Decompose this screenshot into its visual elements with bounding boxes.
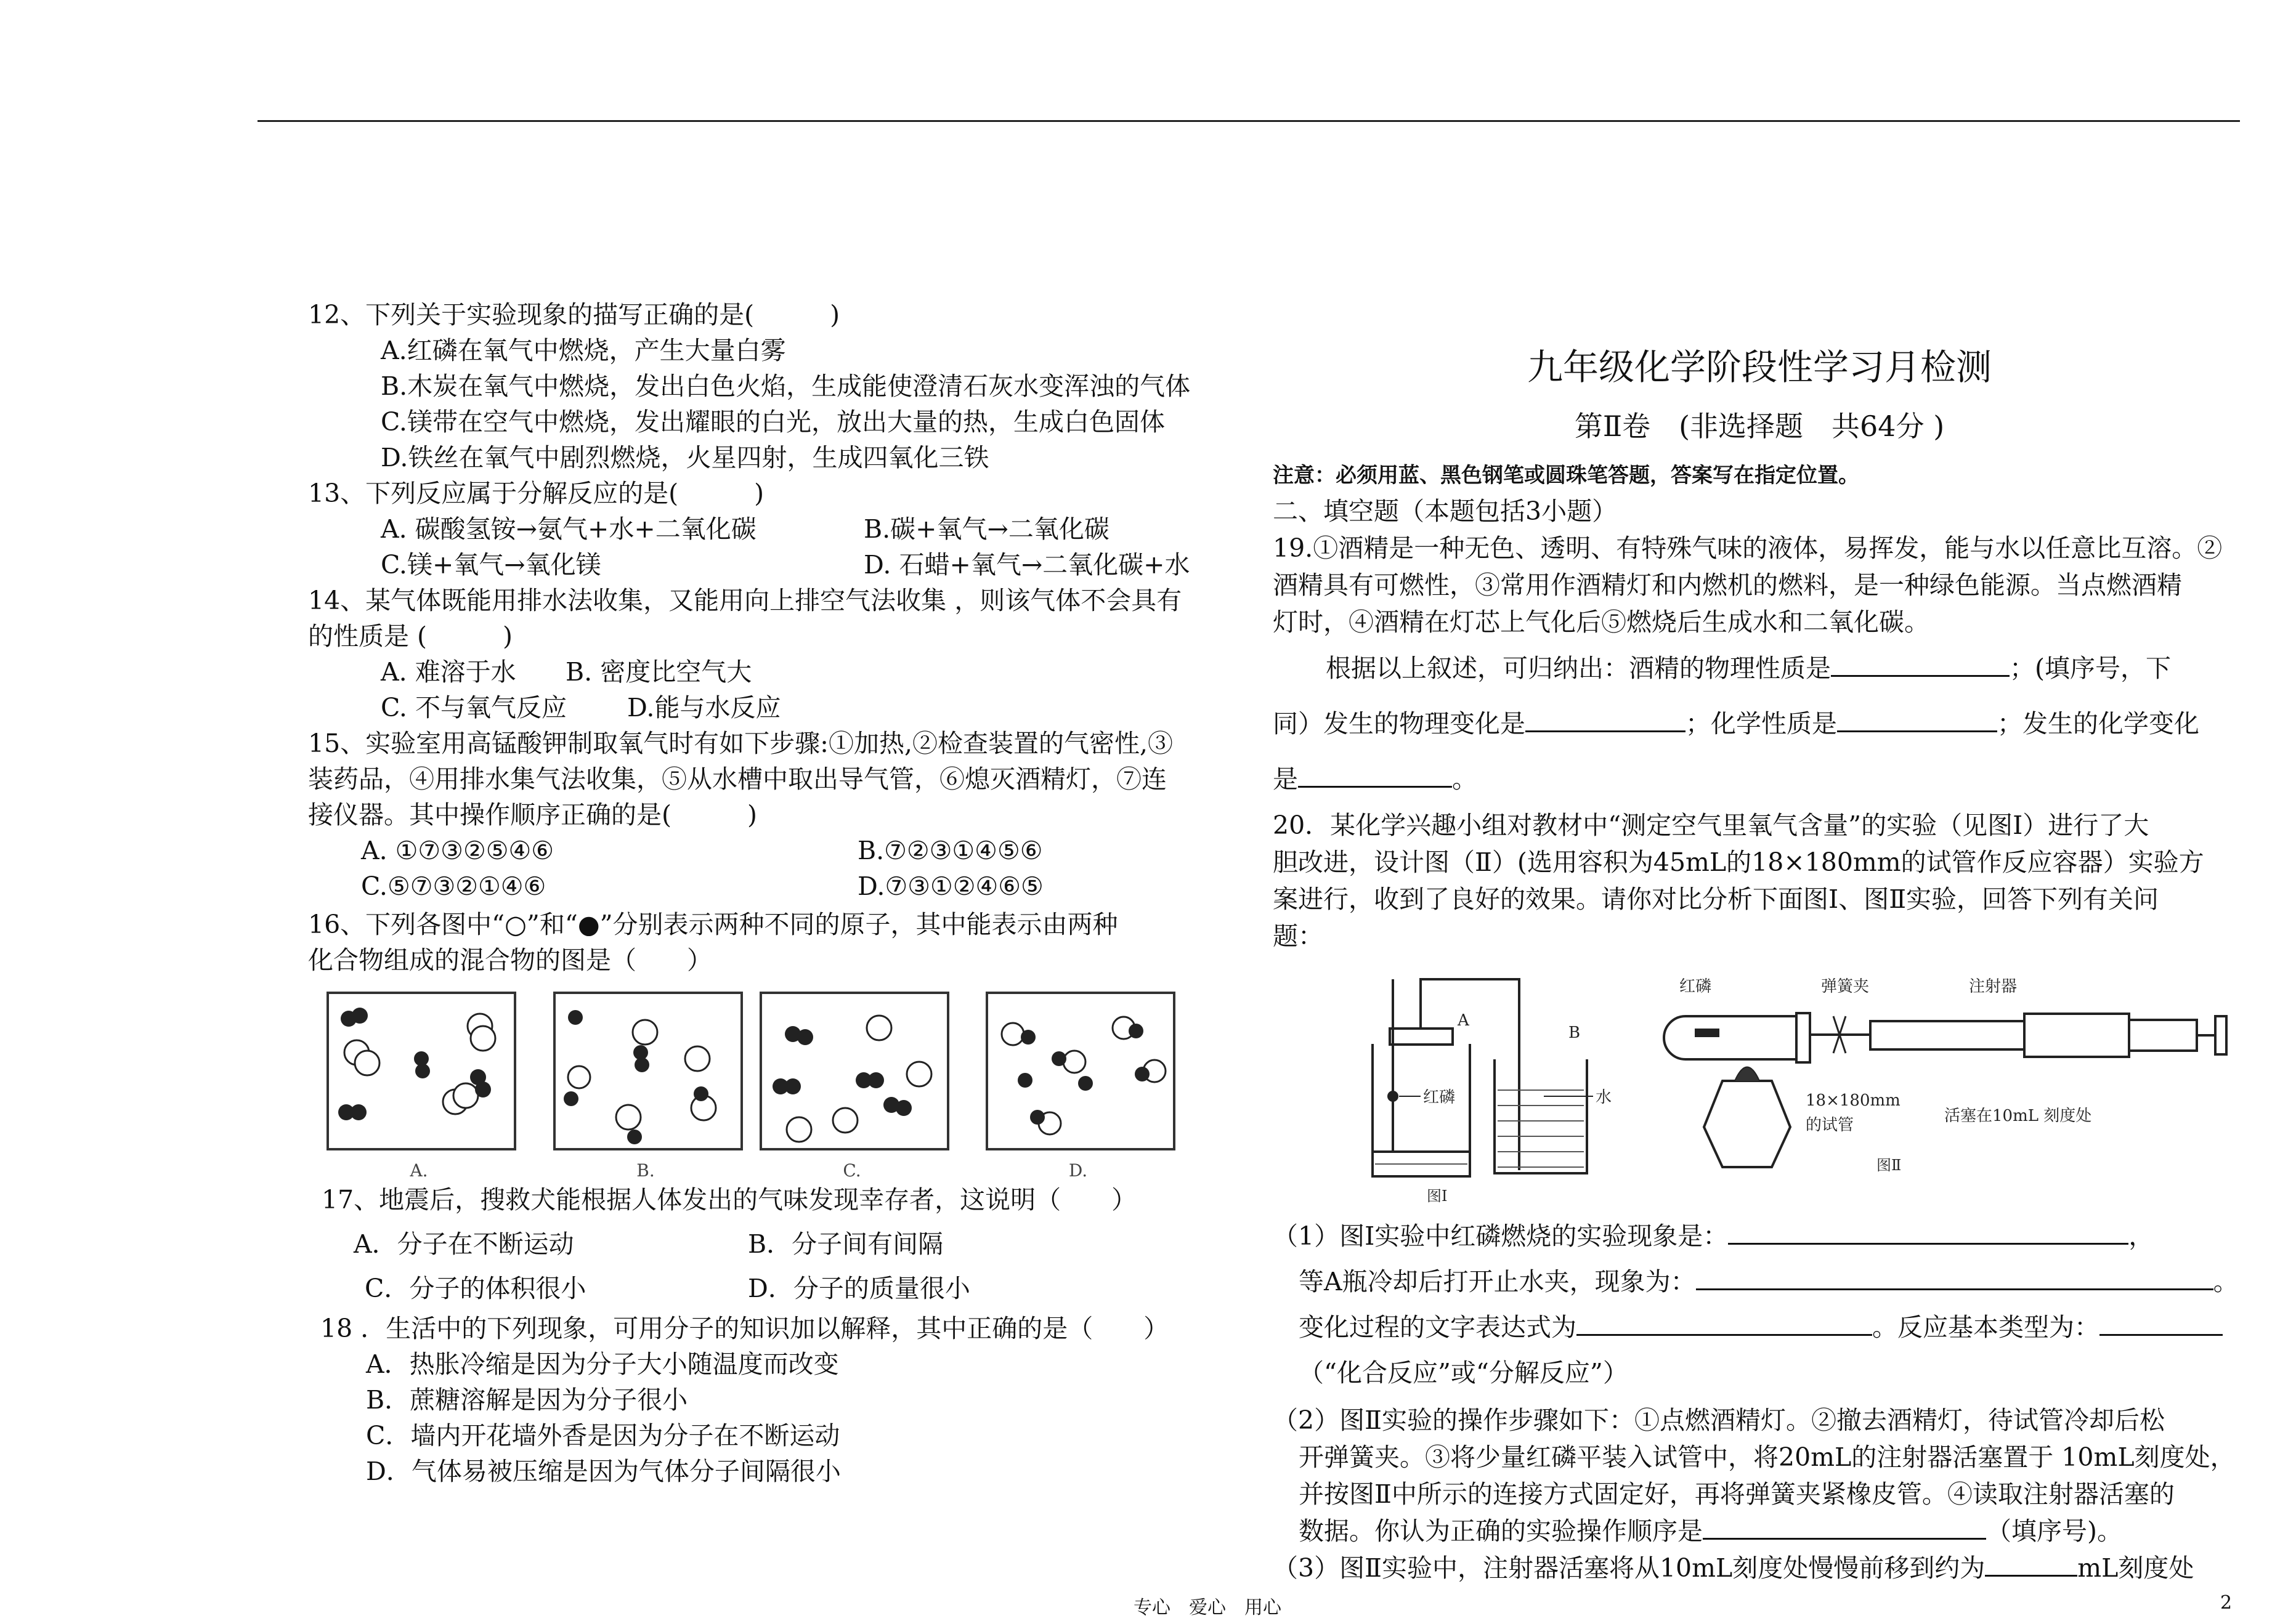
p1-open-clamp-label: 等A瓶冷却后打开止水夹，现象为： [1299,1267,1696,1296]
q16-box-a [327,992,516,1150]
q14-row1 [308,654,1269,690]
p1-word-equation-label: 变化过程的文字表达式为 [1299,1312,1576,1342]
q17-option-c: C．分子的体积很小 [365,1274,586,1303]
p3-line-1 [1273,1550,2246,1587]
fig2-label-phosphorus: 红磷 [1679,977,1712,996]
answer-note: 注意：必须用蓝、黑色钢笔或圆珠笔答题，答案写在指定位置。 [1273,463,1859,488]
q16-label-c: C. [843,1160,861,1181]
q14-stem-1: 14、某气体既能用排水法收集，又能用向上排空气法收集 ，则该气体不会具有 [308,586,1182,615]
q19-line-2: 酒精具有可燃性，③常用作酒精灯和内燃机的燃料，是一种绿色能源。当点燃酒精 [1273,570,2182,600]
p2-fill-note: （填序号)。 [1986,1516,2122,1546]
p1-reaction-type-blank[interactable] [2099,1309,2223,1336]
q16-molecules-a [329,994,514,1148]
q14-option-c: C. 不与氧气反应 [381,693,567,722]
q12-option-c: C.镁带在空气中燃烧，发出耀眼的白光，放出大量的热，生成白色固体 [381,407,1165,437]
q14-option-d: D.能与水反应 [627,693,781,722]
p1-line-4: （“化合反应”或“分解反应”） [1299,1358,1628,1388]
fig2-label-tube-size: 18×180mm [1806,1091,1900,1110]
q18-option-b: B．蔗糖溶解是因为分子很小 [366,1385,688,1415]
q15-row2 [308,868,1269,904]
q15-option-d: D.⑦③①②④⑥⑤ [858,871,1044,901]
q15-option-c: C.⑤⑦③②①④⑥ [361,871,546,901]
q15-row1 [308,833,1269,868]
q14-option-a: A. 难溶于水 [381,657,516,687]
q16-figure [308,992,1269,1181]
p1-reaction-type-label: 。反应基本类型为： [1872,1312,2099,1342]
fig2-label-tube: 的试管 [1806,1116,1854,1134]
q16-label-a: A. [410,1160,428,1181]
q15-stem-1: 15、实验室用高锰酸钾制取氧气时有如下步骤:①加热,②检查装置的气密性,③ [308,729,1174,758]
q13-option-a: A. 碳酸氢铵→氨气+水+二氧化碳 [381,514,757,544]
q19-chemical-property-blank[interactable] [1837,706,1997,732]
p2-order-label: 数据。你认为正确的实验操作顺序是 [1299,1516,1703,1546]
q16-stem-1: 16、下列各图中“○”和“●”分别表示两种不同的原子，其中能表示由两种 [308,910,1118,939]
p3-piston-blank[interactable] [1985,1550,2077,1577]
right-column [1273,342,2246,1587]
lamp-flame [1735,1067,1759,1081]
q13-option-d: D. 石蜡+氧气→二氧化碳+水 [864,550,1190,580]
q12-option-d: D.铁丝在氧气中剧烈燃烧，火星四射，生成四氧化三铁 [381,443,989,472]
p3-unit-label: mL刻度处 [2077,1553,2194,1583]
q17-option-d: D．分子的质量很小 [748,1274,970,1303]
q19-is-label: 是 [1273,764,1298,794]
section-subtitle: 第Ⅱ卷 (非选择题 共64分 ) [1574,410,1945,443]
q19-line-4 [1273,641,2246,696]
q12-stem: 12、下列关于实验现象的描写正确的是( ) [308,300,840,329]
q17-row2 [322,1266,1269,1311]
red-phosphorus-fig2 [1695,1029,1719,1037]
fig1-label-phosphorus: 红磷 [1423,1088,1456,1107]
q19-period: 。 [1452,764,1477,794]
q19-chemical-change-blank[interactable] [1298,761,1452,788]
q16-molecules-c [762,994,947,1148]
q19-physical-change-blank[interactable] [1525,706,1685,732]
footer-slogan: 专心 爱心 用心 [1134,1597,1281,1619]
p2-line-1: （2）图Ⅱ实验的操作步骤如下：①点燃酒精灯。②撤去酒精灯，待试管冷却后松 [1273,1405,2165,1435]
red-phosphorus-spoon [1387,1091,1398,1102]
fig2-label-clip: 弹簧夹 [1821,977,1870,996]
q19-physical-property-blank[interactable] [1831,650,2010,677]
q19-line-1: 19.①酒精是一种无色、透明、有特殊气味的液体，易挥发，能与水以任意比互溶。② [1273,533,2223,563]
q18-option-a: A．热胀冷缩是因为分子大小随温度而改变 [366,1349,839,1379]
q15-option-a: A. ①⑦③②⑤④⑥ [361,836,554,865]
q13-option-b: B.碳+氧气→二氧化碳 [864,514,1109,544]
p1-comma: ， [2128,1221,2154,1251]
p2-line-3: 并按图Ⅱ中所示的连接方式固定好，再将弹簧夹紧橡皮管。④读取注射器活塞的 [1299,1479,2175,1509]
p2-order-blank[interactable] [1703,1513,1986,1540]
p1-phenomenon-label: （1）图Ⅰ实验中红磷燃烧的实验现象是： [1273,1221,1729,1251]
q18-option-d: D．气体易被压缩是因为气体分子间隔很小 [366,1457,841,1486]
q16-box-d [986,992,1175,1150]
p1-word-equation-blank[interactable] [1576,1309,1872,1336]
q20-line-4: 题： [1273,921,1323,951]
fig2-label-syringe: 注射器 [1969,977,2018,996]
q19-line-3: 灯时，④酒精在灯芯上气化后⑤燃烧后生成水和二氧化碳。 [1273,607,1929,637]
q17-stem: 17、地震后，搜救犬能根据人体发出的气味发现幸存者，这说明（ ） [322,1185,1137,1215]
q19-physical-property-label: 根据以上叙述，可归纳出：酒精的物理性质是 [1326,653,1831,683]
fig2-caption: 图Ⅱ [1876,1157,1902,1174]
fig2-label-piston: 活塞在10mL 刻度处 [1944,1107,2092,1125]
q20-line-2: 胆改进，设计图（Ⅱ）(选用容积为45mL的18×180mm的试管作反应容器）实验方 [1273,847,2204,877]
q16-label-d: D. [1068,1160,1088,1181]
q13-row2 [308,547,1269,583]
q19-note-label: ；(填序号，下 [2010,653,2171,683]
fig1-caption: 图Ⅰ [1427,1187,1448,1205]
fig1-label-water: 水 [1596,1088,1612,1107]
q14-option-b: B. 密度比空气大 [566,657,752,687]
q12-option-a: A.红磷在氧气中燃烧，产生大量白雾 [381,336,786,365]
q16-box-b [553,992,743,1150]
q18-stem: 18 ．生活中的下列现象，可用分子的知识加以解释，其中正确的是（ ） [320,1314,1169,1343]
p2-line-2: 开弹簧夹。③将少量红磷平装入试管中，将20mL的注射器活塞置于 10mL刻度处， [1299,1442,2236,1472]
fig1-label-a: A [1458,1011,1469,1030]
q13-row1 [308,511,1269,547]
q16-molecules-b [556,994,740,1148]
q14-row2 [308,690,1269,726]
page-title: 九年级化学阶段性学习月检测 [1527,346,1992,388]
q14-stem-2: 的性质是 ( ) [308,621,513,651]
experiment-figure [1341,967,2252,1205]
q19-physical-change-label: 同）发生的物理变化是 [1273,709,1525,738]
p1-phenomenon-blank[interactable] [1728,1218,2128,1245]
q15-stem-2: 装药品，④用排水集气法收集，⑤从水槽中取出导气管，⑥熄灭酒精灯，⑦连 [308,764,1167,794]
p1-period: 。 [2213,1267,2239,1296]
q17-row1 [322,1222,1269,1266]
q20-line-3: 案进行，收到了良好的效果。请你对比分析下面图Ⅰ、图Ⅱ实验，回答下列有关问 [1273,884,2159,914]
q19-line-6 [1273,751,2246,807]
q16-molecules-d [988,994,1173,1148]
q15-option-b: B.⑦②③①④⑤⑥ [858,836,1043,865]
header-rule [258,120,2240,122]
q15-stem-3: 接仪器。其中操作顺序正确的是( ) [308,800,757,830]
left-column [308,297,1269,1489]
q17-option-a: A．分子在不断运动 [354,1229,574,1259]
q19-chemical-change-label: ；发生的化学变化 [1997,709,2199,738]
fig1-label-b: B [1568,1024,1581,1042]
q19-line-5 [1273,696,2246,751]
q16-stem-2: 化合物组成的混合物的图是（ ） [308,945,712,975]
q13-stem: 13、下列反应属于分解反应的是( ) [308,479,765,508]
q20-line-1: 20．某化学兴趣小组对教材中“测定空气里氧气含量”的实验（见图Ⅰ）进行了大 [1273,810,2149,840]
q19-chemical-property-label: ；化学性质是 [1685,709,1837,738]
q17-option-b: B．分子间有间隔 [748,1229,944,1259]
section-heading: 二、填空题（本题包括3小题） [1273,496,1618,526]
p1-line-2 [1273,1259,2246,1304]
p1-line-3 [1273,1304,2246,1350]
p2-line-4 [1273,1513,2246,1550]
q12-option-b: B.木炭在氧气中燃烧，发出白色火焰，生成能使澄清石灰水变浑浊的气体 [381,371,1191,401]
q16-box-c [760,992,949,1150]
p3-piston-label: （3）图Ⅱ实验中，注射器活塞将从10mL刻度处慢慢前移到约为 [1273,1553,1986,1583]
q18-option-c: C．墙内开花墙外香是因为分子在不断运动 [366,1421,840,1450]
page-number: 2 [2220,1592,2233,1614]
q13-option-c: C.镁+氧气→氧化镁 [381,550,601,580]
q16-label-b: B. [636,1160,655,1181]
p1-line-1 [1273,1213,2246,1259]
p1-open-clamp-blank[interactable] [1696,1264,2213,1290]
